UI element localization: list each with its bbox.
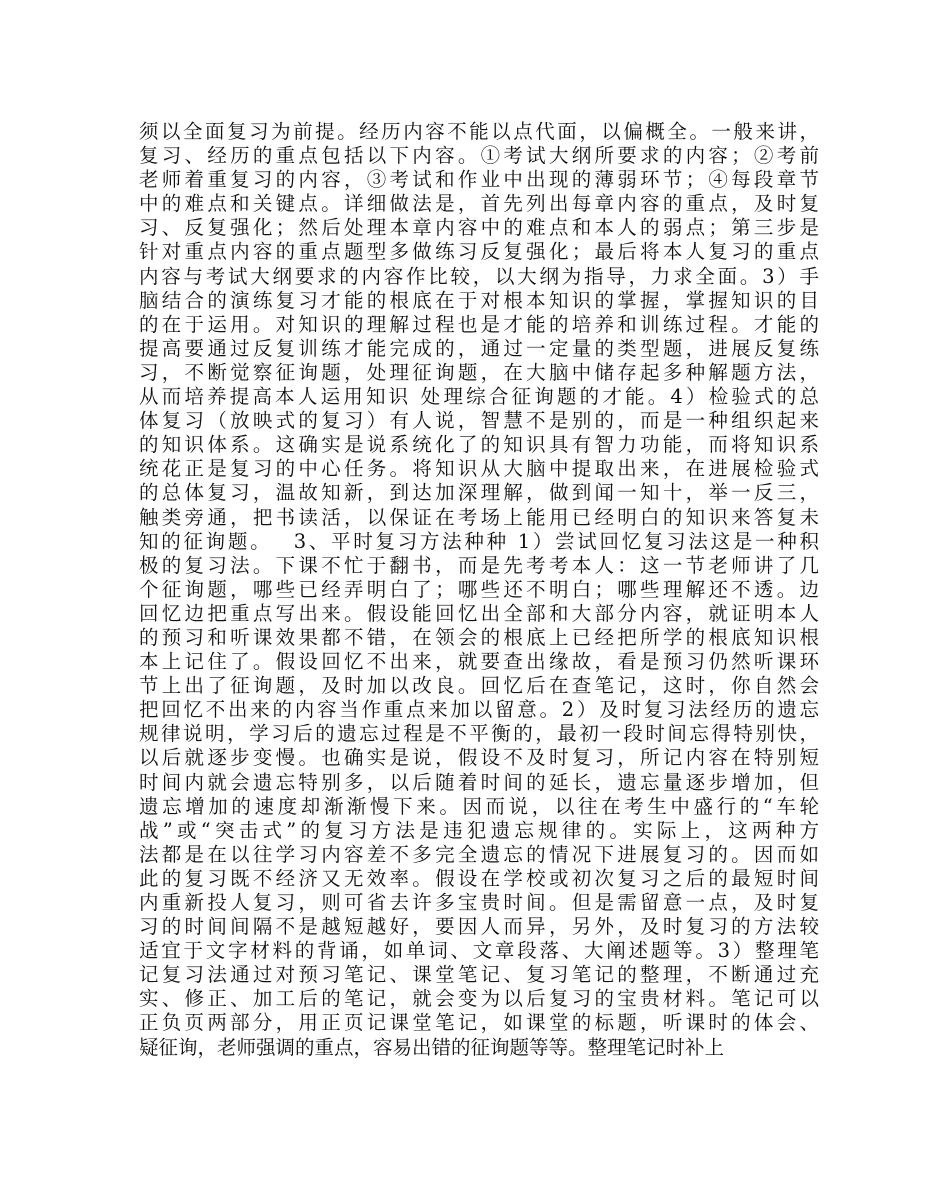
- text-line: 的总体复习，温故知新，到达加深理解，做到闻一知十，举一反三，: [139, 481, 819, 505]
- text-line: 统花正是复习的中心任务。将知识从大脑中提取出来，在进展检验式: [139, 457, 819, 481]
- text-line: 实、修正、加工后的笔记，就会变为以后复习的宝贵材料。笔记可以: [139, 987, 819, 1011]
- text-line: 知的征询题。 3、平时复习方法种种 1）尝试回忆复习法这是一种积: [139, 529, 819, 553]
- text-line: 的在于运用。对知识的理解过程也是才能的培养和训练过程。才能的: [139, 312, 819, 336]
- text-line: 的预习和听课效果都不错，在领会的根底上已经把所学的根底知识根: [139, 625, 819, 649]
- text-line: 回忆边把重点写出来。假设能回忆出全部和大部分内容，就证明本人: [139, 601, 819, 625]
- text-line: 的知识体系。这确实是说系统化了的知识具有智力功能，而将知识系: [139, 433, 819, 457]
- text-line: 法都是在以往学习内容差不多完全遗忘的情况下进展复习的。因而如: [139, 842, 819, 866]
- text-line: 脑结合的演练复习才能的根底在于对根本知识的掌握，掌握知识的目: [139, 288, 819, 312]
- text-line: 遗忘增加的速度却渐渐慢下来。因而说，以往在考生中盛行的“车轮: [139, 794, 819, 818]
- text-line: 复习、经历的重点包括以下内容。①考试大纲所要求的内容；②考前: [139, 144, 819, 168]
- text-line: 正负页两部分，用正页记课堂笔记，如课堂的标题，听课时的体会、: [139, 1011, 819, 1035]
- text-line: 老师着重复习的内容，③考试和作业中出现的薄弱环节；④每段章节: [139, 168, 819, 192]
- text-line: 此的复习既不经济又无效率。假设在学校或初次复习之后的最短时间: [139, 866, 819, 890]
- text-line: 以后就逐步变慢。也确实是说，假设不及时复习，所记内容在特别短: [139, 746, 819, 770]
- text-line: 战”或“突击式”的复习方法是违犯遗忘规律的。实际上，这两种方: [139, 818, 819, 842]
- text-line: 规律说明，学习后的遗忘过程是不平衡的，最初一段时间忘得特别快，: [139, 722, 819, 746]
- text-line: 极的复习法。下课不忙于翻书，而是先考考本人：这一节老师讲了几: [139, 553, 819, 577]
- text-line: 适宜于文字材料的背诵，如单词、文章段落、大阐述题等。3）整理笔: [139, 939, 819, 963]
- text-line: 记复习法通过对预习笔记、课堂笔记、复习笔记的整理，不断通过充: [139, 963, 819, 987]
- text-line: 内重新投人复习，则可省去许多宝贵时间。但是需留意一点，及时复: [139, 891, 819, 914]
- text-line: 习、反复强化；然后处理本章内容中的难点和本人的弱点；第三步是: [139, 216, 819, 240]
- text-line: 内容与考试大纲要求的内容作比较，以大纲为指导，力求全面。3）手: [139, 264, 819, 288]
- text-line: 时间内就会遗忘特别多，以后随着时间的延长，遗忘量逐步增加，但: [139, 770, 819, 794]
- text-line: 提高要通过反复训练才能完成的，通过一定量的类型题，进展反复练: [139, 336, 819, 360]
- text-line: 习，不断觉察征询题，处理征询题，在大脑中储存起多种解题方法，: [139, 360, 819, 384]
- text-line: 体复习（放映式的复习）有人说，智慧不是别的，而是一种组织起来: [139, 409, 819, 433]
- text-line: 中的难点和关键点。详细做法是，首先列出每章内容的重点，及时复: [139, 192, 819, 216]
- text-line: 疑征询，老师强调的重点，容易出错的征询题等等。整理笔记时补上: [139, 1035, 725, 1059]
- text-line: 针对重点内容的重点题型多做练习反复强化；最后将本人复习的重点: [139, 240, 819, 264]
- text-line: 触类旁通，把书读活，以保证在考场上能用已经明白的知识来答复未: [139, 505, 819, 529]
- text-line: 节上出了征询题，及时加以改良。回忆后在查笔记，这时，你自然会: [139, 674, 819, 698]
- text-line: 须以全面复习为前提。经历内容不能以点代面，以偏概全。一般来讲，: [139, 120, 819, 143]
- text-line: 从而培养提高本人运用知识 处理综合征询题的才能。4）检验式的总: [139, 385, 819, 409]
- text-line: 本上记住了。假设回忆不出来，就要查出缘故，看是预习仍然听课环: [139, 650, 819, 674]
- text-line: 习的时间间隔不是越短越好，要因人而异，另外，及时复习的方法较: [139, 915, 819, 939]
- body-text: [139, 120, 819, 1060]
- text-line: 个征询题，哪些已经弄明白了；哪些还不明白；哪些理解还不透。边: [139, 577, 819, 601]
- text-line: 把回忆不出来的内容当作重点来加以留意。2）及时复习法经历的遗忘: [139, 698, 819, 722]
